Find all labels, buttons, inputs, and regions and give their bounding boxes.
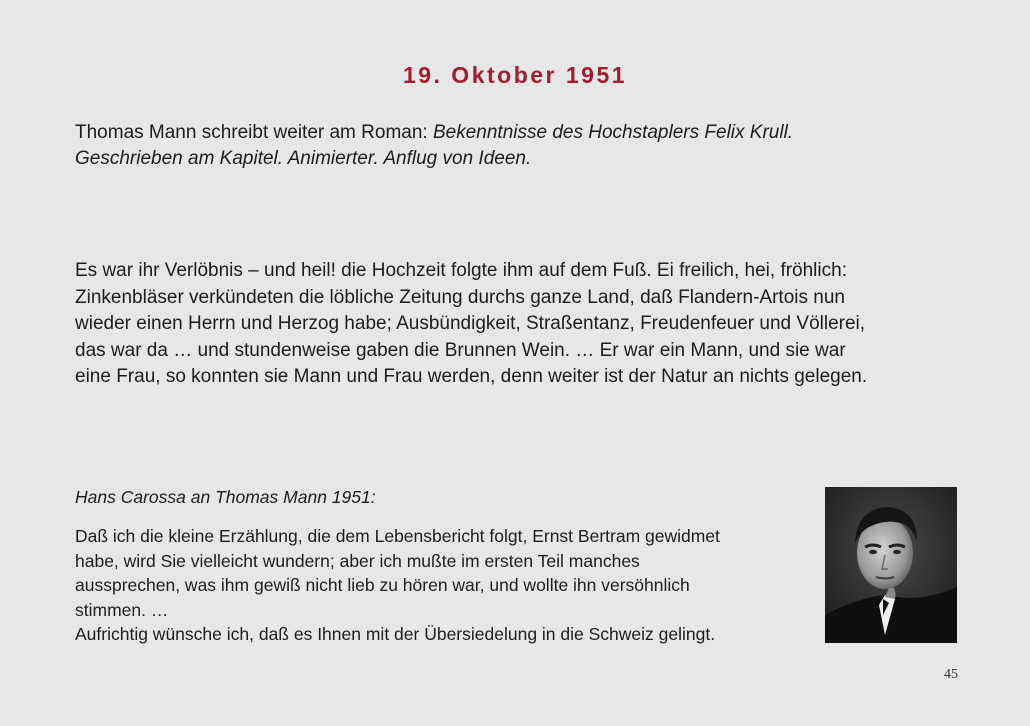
page-number: 45 <box>944 667 958 682</box>
letter-line: habe, wird Sie vielleicht wundern; aber ich mußte im ersten Teil manches <box>75 550 640 571</box>
quote-line: wieder einen Herrn und Herzog habe; Ausbündigkeit, Straßentanz, Freudenfeuer und Völlerei, <box>75 313 866 334</box>
portrait-photo-graphic <box>825 487 957 643</box>
quote-line: eine Frau, so konnten sie Mann und Frau werden, denn weiter ist der Natur an nichts gelegen. <box>75 366 868 387</box>
novel-quote <box>75 258 955 391</box>
intro-paragraph <box>75 120 955 172</box>
letter-body <box>75 524 805 647</box>
letter-line: Aufrichtig wünsche ich, daß es Ihnen mit der Übersiedelung in die Schweiz gelingt. <box>75 624 716 644</box>
book-title: Bekenntnisse des Hochstaplers Felix Krull. <box>432 122 794 143</box>
quote-line: das war da … und stundenweise gaben die Brunnen Wein. … Er war ein Mann, und sie war <box>75 339 846 361</box>
letter-heading: Hans Carossa an Thomas Mann 1951: <box>75 487 376 507</box>
quote-line: Es war ihr Verlöbnis – und heil! die Hochzeit folgte ihm auf dem Fuß. Ei freilich, hei, fröhlich: <box>75 260 847 281</box>
letter-line: stimmen. … <box>75 599 169 620</box>
letter-line: aussprechen, was ihm gewiß nicht lieb zu hören war, und wollte ihn versöhnlich <box>75 575 690 595</box>
page-title: 19. Oktober 1951 <box>402 62 628 88</box>
intro-text: Thomas Mann schreibt weiter am Roman: <box>75 122 433 143</box>
quote-line: Zinkenbläser verkündeten die löbliche Zeitung durchs ganze Land, daß Flandern-Artois nun <box>75 286 845 308</box>
portrait-photo-icon <box>825 487 957 643</box>
letter-line: Daß ich die kleine Erzählung, die dem Lebensbericht folgt, Ernst Bertram gewidmet <box>75 526 720 546</box>
diary-note: Geschrieben am Kapitel. Animierter. Anflug von Ideen. <box>75 148 532 169</box>
